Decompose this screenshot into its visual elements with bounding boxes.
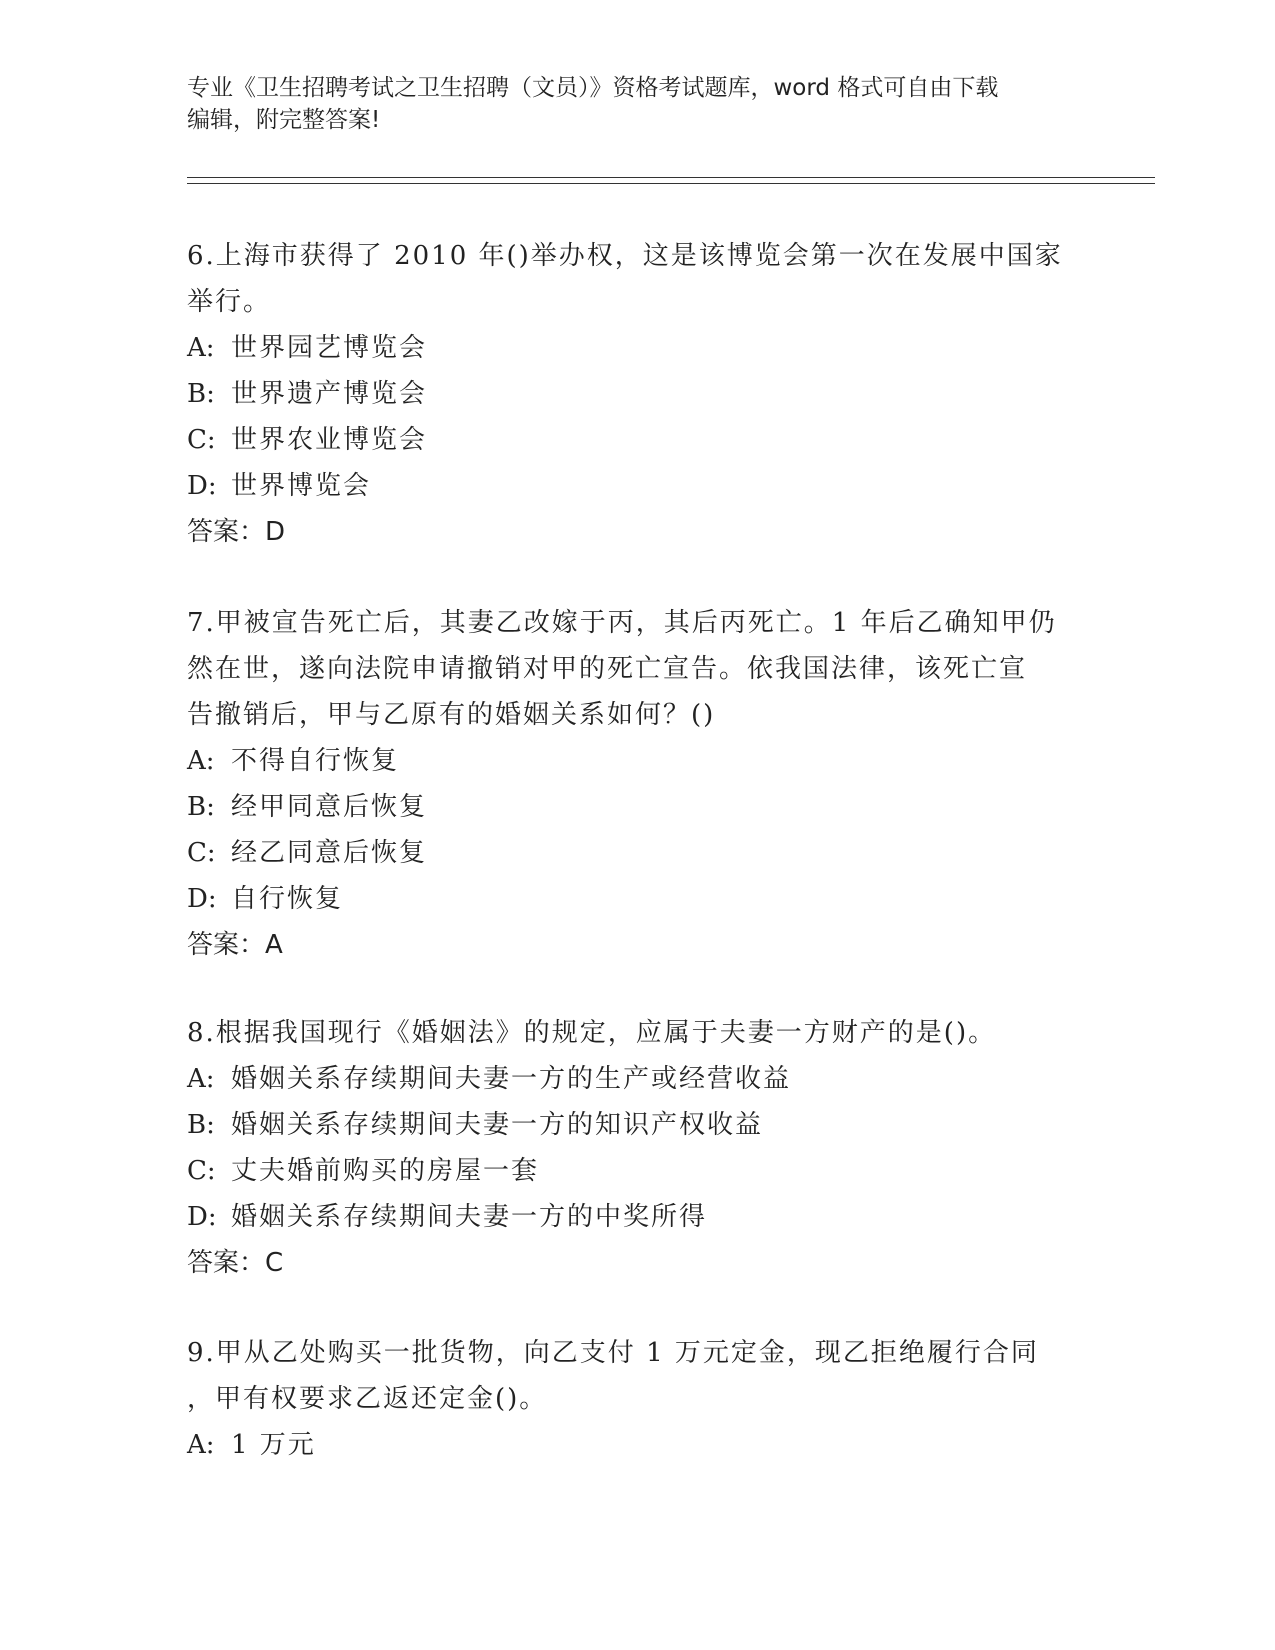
option-letter: B: bbox=[187, 792, 215, 822]
option-letter: D: bbox=[187, 884, 217, 914]
option-text: 经乙同意后恢复 bbox=[231, 838, 428, 868]
option-letter: D: bbox=[187, 1202, 217, 1232]
option-letter: B: bbox=[187, 379, 215, 409]
question-text-line: 告撤销后，甲与乙原有的婚姻关系如何？() bbox=[187, 700, 716, 730]
option-text: 世界园艺博览会 bbox=[231, 333, 428, 363]
option-d bbox=[187, 463, 1087, 509]
option-letter: C: bbox=[187, 425, 216, 455]
question-text-line: 9.甲从乙处购买一批货物，向乙支付 1 万元定金，现乙拒绝履行合同 bbox=[187, 1338, 1039, 1368]
header-divider-bottom bbox=[187, 183, 1155, 184]
option-b bbox=[187, 784, 1087, 830]
answer-label: 答案：D bbox=[187, 517, 286, 547]
option-c bbox=[187, 417, 1087, 463]
option-text: 婚姻关系存续期间夫妻一方的生产或经营收益 bbox=[231, 1064, 792, 1094]
option-letter: A: bbox=[187, 1430, 215, 1460]
question-text-line: 7.甲被宣告死亡后，其妻乙改嫁于丙，其后丙死亡。1 年后乙确知甲仍 bbox=[187, 608, 1057, 638]
header-line-1: 专业《卫生招聘考试之卫生招聘（文员）》资格考试题库，word 格式可自由下载 bbox=[187, 75, 999, 101]
option-d bbox=[187, 876, 1087, 922]
option-letter: B: bbox=[187, 1110, 215, 1140]
option-text: 1 万元 bbox=[231, 1430, 316, 1460]
option-letter: A: bbox=[187, 333, 215, 363]
option-letter: D: bbox=[187, 471, 217, 501]
question-9 bbox=[187, 1330, 1087, 1468]
option-letter: A: bbox=[187, 746, 215, 776]
option-text: 自行恢复 bbox=[231, 884, 344, 914]
option-a bbox=[187, 738, 1087, 784]
question-8 bbox=[187, 1010, 1087, 1286]
option-text: 婚姻关系存续期间夫妻一方的知识产权收益 bbox=[231, 1110, 764, 1140]
option-text: 世界遗产博览会 bbox=[231, 379, 428, 409]
option-letter: C: bbox=[187, 838, 216, 868]
option-a bbox=[187, 1422, 1087, 1468]
question-text-line: 8.根据我国现行《婚姻法》的规定，应属于夫妻一方财产的是()。 bbox=[187, 1018, 997, 1048]
option-a bbox=[187, 1056, 1087, 1102]
option-text: 丈夫婚前购买的房屋一套 bbox=[231, 1156, 540, 1186]
answer-label: 答案：C bbox=[187, 1248, 284, 1278]
option-text: 不得自行恢复 bbox=[231, 746, 400, 776]
option-c bbox=[187, 1148, 1087, 1194]
document-header bbox=[187, 72, 1087, 136]
option-b bbox=[187, 371, 1087, 417]
option-text: 世界博览会 bbox=[231, 471, 372, 501]
option-letter: C: bbox=[187, 1156, 216, 1186]
question-text-line: ，甲有权要求乙返还定金()。 bbox=[187, 1384, 548, 1414]
question-text-line: 6.上海市获得了 2010 年()举办权，这是该博览会第一次在发展中国家 bbox=[187, 241, 1063, 271]
option-d bbox=[187, 1194, 1087, 1240]
option-text: 经甲同意后恢复 bbox=[231, 792, 428, 822]
question-7 bbox=[187, 600, 1087, 968]
header-divider-top bbox=[187, 177, 1155, 178]
question-text-line: 然在世，遂向法院申请撤销对甲的死亡宣告。依我国法律，该死亡宣 bbox=[187, 654, 1028, 684]
option-a bbox=[187, 325, 1087, 371]
question-text-line: 举行。 bbox=[187, 287, 272, 317]
option-b bbox=[187, 1102, 1087, 1148]
option-text: 世界农业博览会 bbox=[231, 425, 428, 455]
option-c bbox=[187, 830, 1087, 876]
header-line-2: 编辑，附完整答案! bbox=[187, 107, 381, 133]
question-6 bbox=[187, 233, 1087, 555]
answer-label: 答案：A bbox=[187, 930, 283, 960]
option-letter: A: bbox=[187, 1064, 215, 1094]
option-text: 婚姻关系存续期间夫妻一方的中奖所得 bbox=[231, 1202, 708, 1232]
